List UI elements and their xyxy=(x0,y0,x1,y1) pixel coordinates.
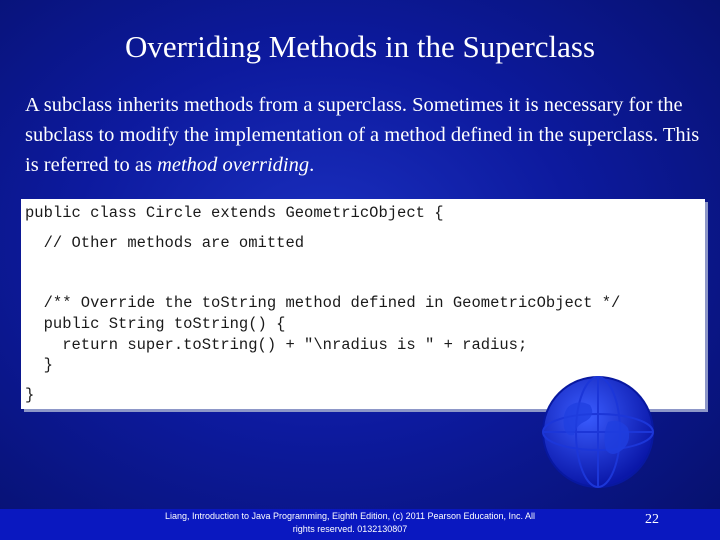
code-line: } xyxy=(25,386,35,404)
body-text-end: . xyxy=(309,154,315,176)
footer-line-2: rights reserved. 0132130807 xyxy=(292,524,408,534)
code-line: return super.toString() + "\nradius is " + radius; xyxy=(25,336,528,354)
body-text-emphasis: method overriding xyxy=(157,154,310,176)
slide-title: Overriding Methods in the Superclass xyxy=(124,29,596,64)
code-line: public String toString() { xyxy=(25,315,286,333)
code-line: } xyxy=(25,356,53,374)
footer-line-1: Liang, Introduction to Java Programming, Eighth Edition, (c) 2011 Pearson Education, Inc. All xyxy=(164,511,536,521)
code-line: /** Override the toString method defined in GeometricObject */ xyxy=(25,294,621,312)
code-line: // Other methods are omitted xyxy=(25,234,305,252)
globe-icon xyxy=(538,372,658,492)
page-number: 22 xyxy=(645,512,659,527)
slide-body-text xyxy=(25,90,705,180)
footer-copyright xyxy=(130,510,570,536)
code-line: public class Circle extends GeometricObject { xyxy=(25,204,444,222)
body-text-main: A subclass inherits methods from a superclass. Sometimes it is necessary for the subclass to modify the implementation of a method defined in the superclass. This is referred to as xyxy=(25,94,700,176)
